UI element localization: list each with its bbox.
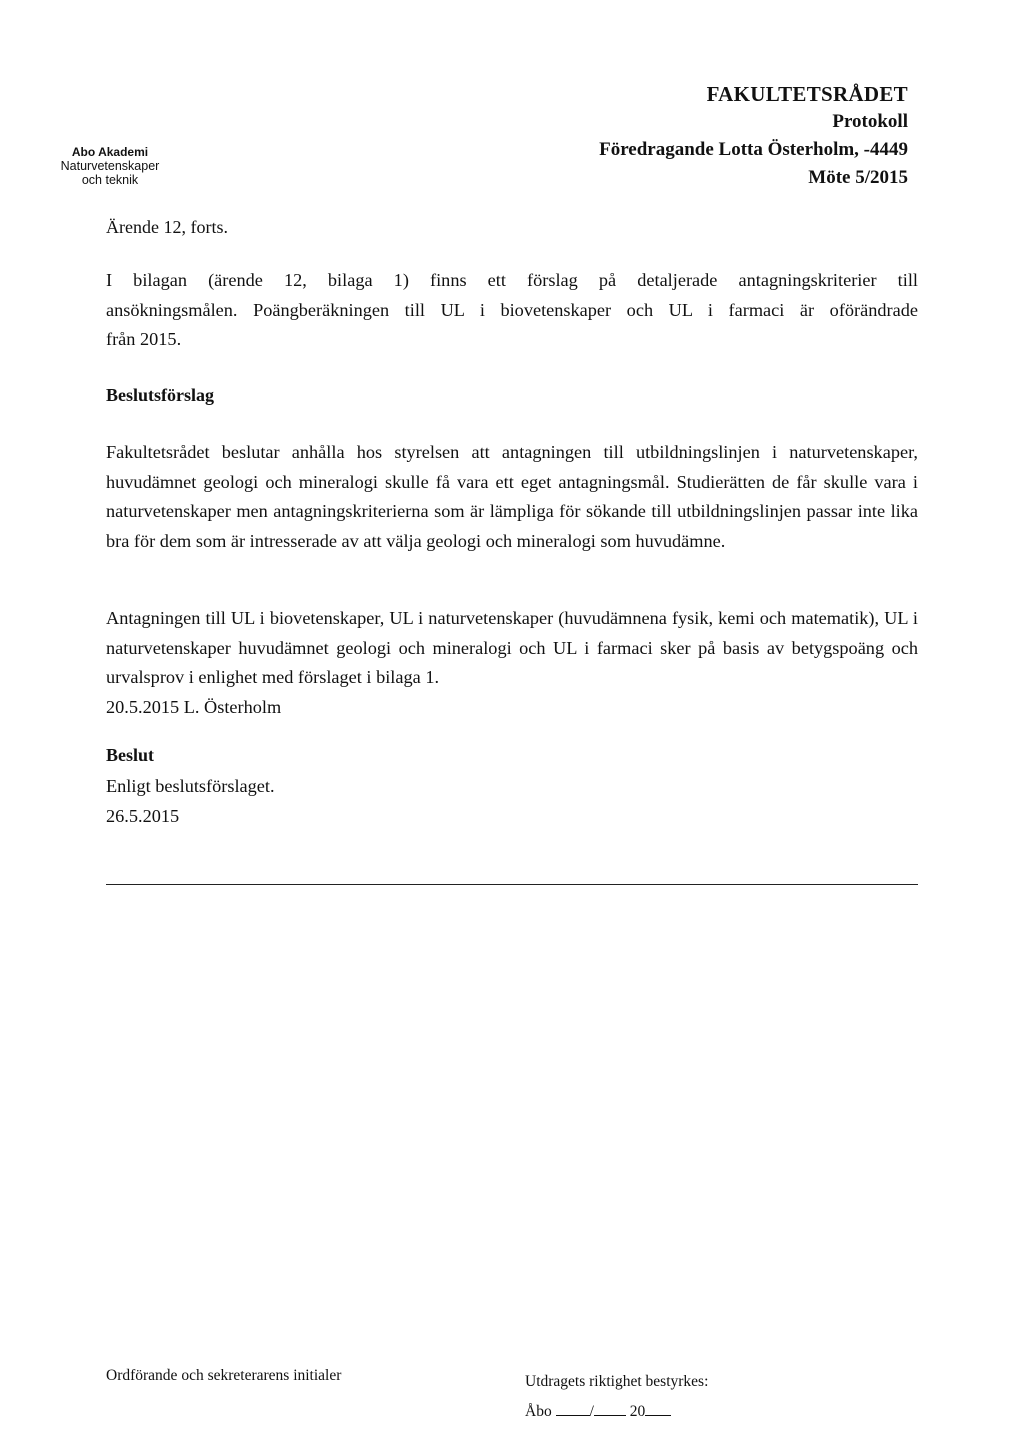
document-type: Protokoll bbox=[832, 111, 908, 132]
proposal-heading: Beslutsförslag bbox=[106, 385, 214, 405]
certify-label: Utdragets riktighet bestyrkes: bbox=[525, 1373, 709, 1390]
certification-block bbox=[525, 1367, 708, 1427]
intro-line-1: I bilagan (ärende 12, bilaga 1) finns ett förslag på detaljerade antagningskriterier till bbox=[106, 270, 918, 290]
intro-line-3: från 2015. bbox=[106, 329, 182, 349]
decision-heading: Beslut bbox=[106, 745, 155, 765]
decision-date: 26.5.2015 bbox=[106, 805, 180, 826]
decision-text: Enligt beslutsförslaget. bbox=[106, 776, 275, 796]
case-reference: Ärende 12, forts. bbox=[106, 217, 228, 237]
day-blank bbox=[556, 1401, 590, 1416]
section-divider bbox=[106, 884, 918, 885]
initials-label: Ordförande och sekreterarens initialer bbox=[106, 1367, 342, 1384]
logo-dept-line2: och teknik bbox=[81, 173, 139, 187]
presenter-line: Föredragande Lotta Österholm, -4449 bbox=[599, 139, 908, 160]
document-header bbox=[599, 80, 908, 192]
proposal-signature: 20.5.2015 L. Österholm bbox=[106, 696, 282, 717]
certify-date-line bbox=[525, 1397, 708, 1427]
certify-place: Åbo bbox=[525, 1403, 552, 1420]
intro-paragraph bbox=[106, 266, 918, 355]
proposal-paragraph-2-block bbox=[106, 604, 918, 722]
proposal-paragraph-1-block bbox=[106, 438, 918, 556]
university-logo bbox=[40, 145, 180, 187]
intro-line-2: ansökningsmålen. Poängberäkningen till UL i biovetenskaper och UL i farmaci är oförändrade bbox=[106, 299, 918, 320]
proposal-paragraph-2: Antagningen till UL i biovetenskaper, UL i naturvetenskaper (huvudämnena fysik, kemi och matematik), UL i naturvetenskaper huvudämnet geologi och mineralogi och UL i farmaci sker på basis av betygspoäng och urvalsprov i enlighet med förslaget i bilaga 1. bbox=[106, 608, 918, 687]
proposal-paragraph-1: Fakultetsrådet beslutar anhålla hos styrelsen att antagningen till utbildningslinjen i naturvetenskaper, huvudämnet geologi och mineralogi skulle få vara ett eget antagningsmål. Studierätten de får skulle vara i naturvetenskaper men antagningskriterierna som är lämpliga för sökande till utbildningslinjen passar inte lika bra för dem som är intresserade av att välja geologi och mineralogi som huvudämne. bbox=[106, 442, 918, 551]
decision-block bbox=[106, 772, 918, 831]
year-blank bbox=[645, 1401, 671, 1416]
month-blank bbox=[594, 1401, 626, 1416]
date-slash: / bbox=[589, 1403, 594, 1420]
logo-org-name: Abo Akademi bbox=[71, 145, 149, 159]
meeting-number: Möte 5/2015 bbox=[808, 167, 908, 188]
year-prefix: 20 bbox=[629, 1403, 646, 1420]
logo-dept-line1: Naturvetenskaper bbox=[60, 159, 160, 173]
council-name: FAKULTETSRÅDET bbox=[706, 82, 908, 106]
